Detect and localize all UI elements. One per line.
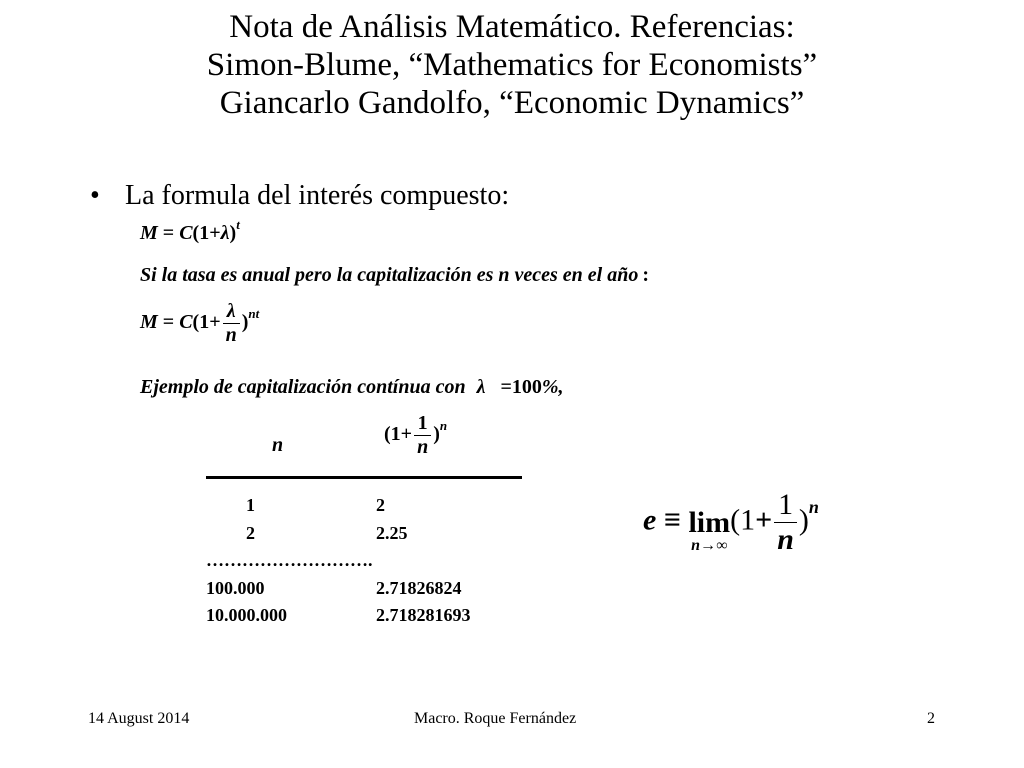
- table-row-4-value: 2.718281693: [376, 605, 471, 625]
- formula2-fraction: [223, 300, 240, 347]
- table-row-2-n: 2: [246, 523, 255, 543]
- formula-c: C: [179, 222, 193, 244]
- formula-eq: =: [162, 222, 175, 244]
- formula-close: ): [229, 222, 237, 244]
- footer-date: 14 August 2014: [88, 710, 190, 727]
- header-denominator: n: [414, 435, 431, 459]
- table-row-2-value: 2.25: [376, 523, 408, 543]
- title-line-2: Simon-Blume, “Mathematics for Economists”: [206, 47, 818, 83]
- limit-operator: [688, 508, 730, 554]
- formula-n-periods: [140, 300, 259, 347]
- table-header-n: n: [272, 434, 284, 456]
- limit-plus: +: [755, 503, 773, 537]
- limit-subscript: n→∞: [691, 537, 728, 554]
- header-close: ): [433, 423, 440, 446]
- table-row-1-n: 1: [246, 495, 255, 515]
- example-continuous: [140, 376, 564, 399]
- bullet-marker: •: [90, 180, 100, 211]
- limit-fraction: [774, 488, 797, 557]
- limit-close: ): [798, 503, 809, 537]
- table-header-rule: [206, 476, 522, 479]
- table-row-3-value: 2.71826824: [376, 578, 462, 598]
- header-open: (1: [384, 423, 401, 446]
- limit-numerator: 1: [778, 488, 794, 521]
- formula-exponent: t: [236, 217, 240, 232]
- header-exponent: n: [439, 418, 448, 434]
- bullet-text: La formula del interés compuesto:: [125, 180, 510, 211]
- formula-compound-interest: [140, 217, 240, 245]
- table-row-3-n: 100.000: [206, 578, 265, 598]
- formula2-denominator: n: [223, 323, 240, 347]
- formula2-c: C: [179, 311, 193, 334]
- example-lambda: λ: [476, 376, 486, 398]
- title-line-1: Nota de Análisis Matemático. Referencias:: [229, 9, 795, 45]
- header-plus: +: [400, 423, 413, 446]
- example-eq: =: [500, 376, 512, 398]
- formula2-lhs: M: [140, 311, 158, 334]
- table-row-1-value: 2: [376, 495, 385, 515]
- limit-denominator: n: [774, 522, 797, 557]
- formula2-exponent: nt: [248, 306, 260, 322]
- footer-page-number: 2: [927, 710, 935, 727]
- formula2-plus: +: [209, 311, 221, 334]
- table-row-4-n: 10.000.000: [206, 605, 287, 625]
- sentence-colon: :: [642, 264, 650, 286]
- table-header-expression: [384, 412, 447, 459]
- example-text: Ejemplo de capitalización contínua con: [140, 376, 466, 398]
- limit-e: e: [643, 503, 657, 537]
- limit-lim: lim: [688, 506, 731, 539]
- sentence-text: Si la tasa es anual pero la capitalización es n veces en el año: [140, 264, 639, 286]
- limit-equiv: ≡: [663, 503, 681, 537]
- header-fraction: [414, 412, 431, 459]
- formula-lambda: λ: [220, 222, 230, 244]
- limit-definition-e: [643, 488, 819, 557]
- slide-title: [0, 8, 1024, 122]
- capitalization-sentence: [140, 264, 649, 287]
- formula-plus: +: [209, 222, 221, 244]
- limit-exponent: n: [808, 497, 819, 518]
- example-pct: %,: [541, 376, 564, 398]
- example-value: 100: [511, 376, 542, 398]
- formula-lhs: M: [140, 222, 158, 244]
- formula2-open: (1: [192, 311, 210, 334]
- title-line-3: Giancarlo Gandolfo, “Economic Dynamics”: [219, 85, 805, 121]
- formula2-eq: =: [162, 311, 175, 334]
- header-numerator: 1: [417, 412, 428, 434]
- footer-author: Macro. Roque Fernández: [414, 710, 577, 727]
- formula2-close: ): [241, 311, 249, 334]
- limit-open: (1: [730, 503, 756, 537]
- formula2-numerator: λ: [226, 300, 236, 322]
- formula-open: (1: [192, 222, 210, 244]
- table-ellipsis: ……………………….: [206, 550, 373, 570]
